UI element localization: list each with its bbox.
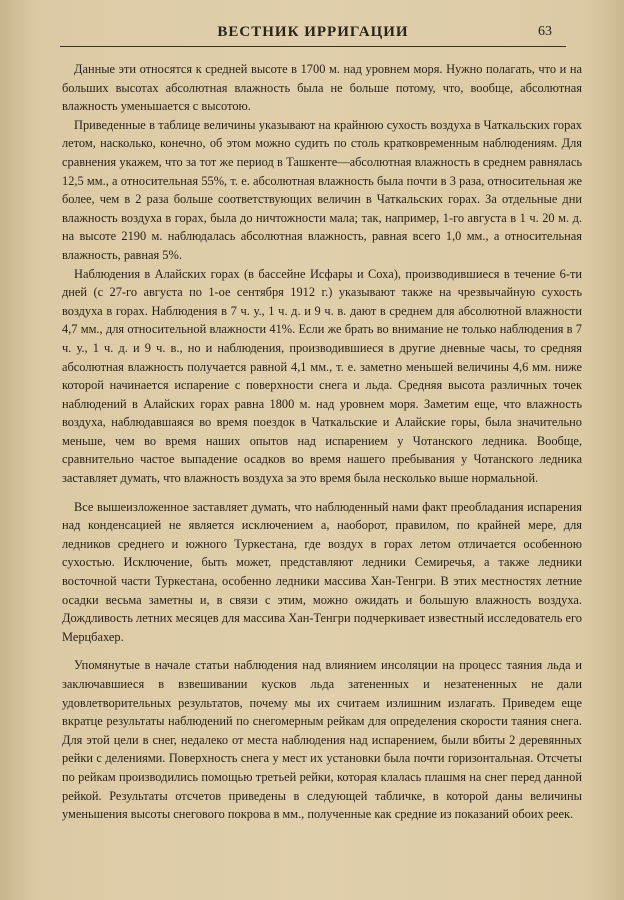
article-body: [62, 60, 582, 824]
paragraph: Упомянутые в начале статьи наблюдения над влиянием инсоляции на процесс таяния льда и заключавшиеся в взвешивании кусков льда затененных и незатененных не дали удовлетворительных результатов, почему мы их считаем излишним излагать. Приведем еще вкратце результаты наблюдений по снегомерным рейкам для определения скорости таяния снега. Для этой цели в снег, недалеко от места наблюдения над испарением, были вбиты 2 деревянных рейки с делениями. Поверхность снега у мест их установки была почти горизонтальная. Отсчеты по рейкам производились помощью третьей рейки, которая клалась плашмя на снег перед данной рейкой. Результаты отсчетов приведены в следующей табличке, в которой даны величины уменьшения высоты снегового покрова в мм., полученные как средние из показаний обоих реек.: [62, 658, 582, 822]
paragraph: Приведенные в таблице величины указывают на крайнюю сухость воздуха в Чаткальских горах летом, насколько, конечно, об этом можно судить по столь кратковременным наблюдениям. Для сравнения укажем, что за тот же период в Ташкенте—абсолютная влажность в среднем равнялась 12,5 мм., а относительная 55%, т. е. абсолютная влажность была почти в 3 раза, относительная же более, чем в 2 раза больше соответствующих величин в Чаткальских горах. За отдельные дни влажность воздуха в горах, была до ничтожности мала; так, например, 1-го августа в 1 ч. 20 м. д. на высоте 2190 м. наблюдалась абсолютная влажность, равная всего 1,0 мм., а относительная влажность, равная 5%.: [62, 117, 582, 262]
paragraph: Данные эти относятся к средней высоте в 1700 м. над уровнем моря. Нужно полагать, что и на больших высотах абсолютная влажность была не больше потому, что, вообще, абсолютная влажность уменьшается с высотою.: [62, 62, 582, 114]
paragraph: Наблюдения в Алайских горах (в бассейне Исфары и Соха), производившиеся в течение 6-ти дней (с 27-го августа по 1-ое сентября 1912 г.) указывают также на чрезвычайную сухость воздуха в горах. Наблюдения в 7 ч. у., 1 ч. д. и 9 ч. в. дают в среднем для абсолютной влажности 4,7 мм., для относительной влажности 41%. Если же брать во внимание не только наблюдения в 7 ч. у., 1 ч. д. и 9 ч. в., но и наблюдения, производившиеся в другие дневные часы, то средняя абсолютная влажность получается равной 4,1 мм., т. е. заметно меньшей величины 4,6 мм. ниже которой начинается испарение с поверхности снега и льда. Средняя высота различных точек наблюдений в Алайских горах равна 1800 м. над уровнем моря. Заметим еще, что влажность воздуха, наблюдавшаяся во время поездок в Чаткальские и Алайские горы, была значительно меньше, чем во время наших опытов над испарением у Чотанского ледника. Вообще, сравнительно частое выпадение осадков во время нашего пребывания у Чотанского ледника заставляет думать, что влажность воздуха за это время была несколько выше нормальной.: [62, 266, 582, 486]
paragraph: Все вышеизложенное заставляет думать, что наблюденный нами факт преобладания испарения над конденсацией не является исключением а, наоборот, правилом, по крайней мере, для ледников среднего и южного Туркестана, где воздух в горах летом отличается особенною сухостью. Исключение, быть может, представляют ледники Семиречья, а также ледники восточной части Туркестана, особенно ледники массива Хан-Тенгри. В этих местностях летние осадки весьма заметны и, в связи с этим, можно ожидать и большую влажность воздуха. Дождливость летних месяцев для массива Хан-Тенгри подчеркивает известный исследователь его Мерцбахер.: [62, 499, 582, 644]
page-number: 63: [538, 24, 552, 39]
journal-title: ВЕСТНИК ИРРИГАЦИИ: [217, 24, 409, 40]
running-header: [60, 22, 566, 47]
